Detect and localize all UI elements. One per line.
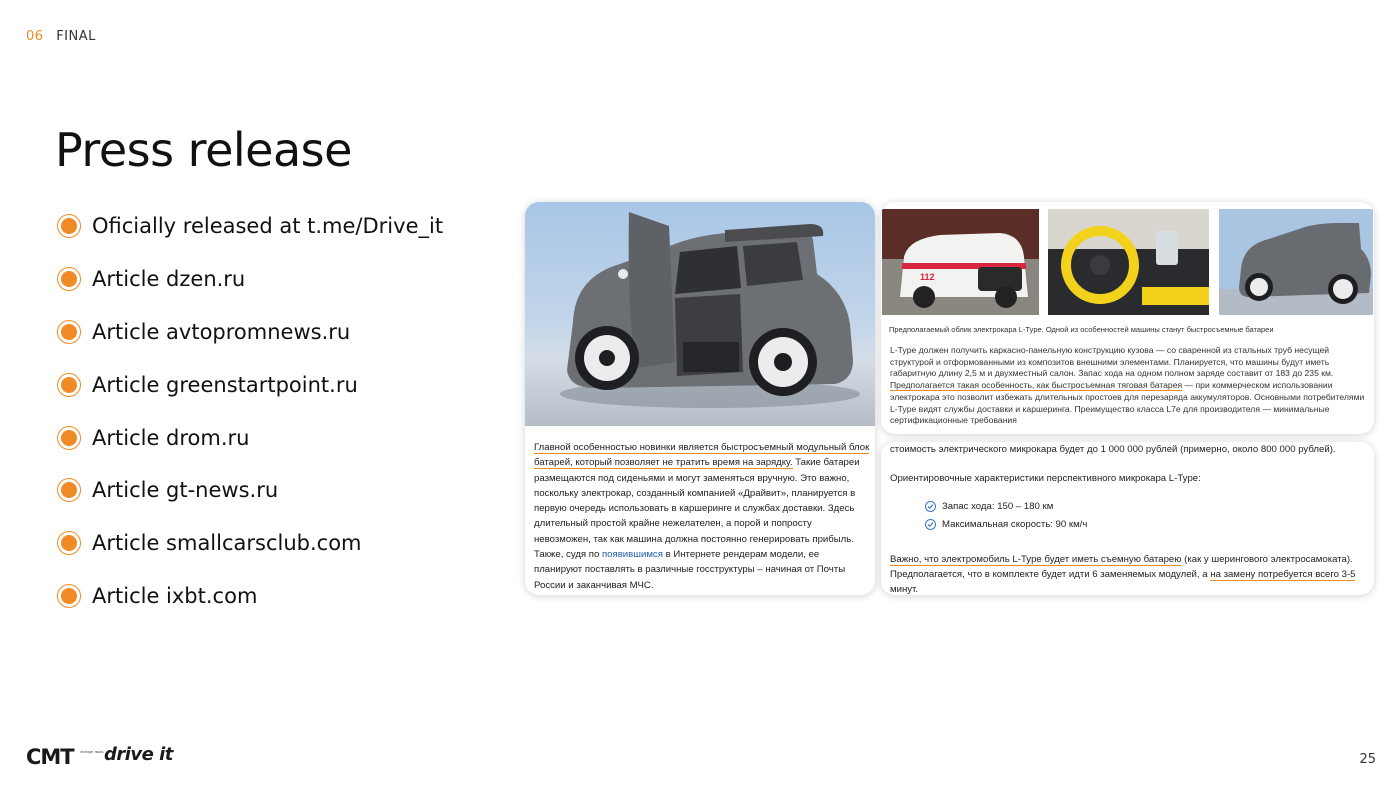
article-text: Главной особенностью новинки является быстросъемный модульный блок батарей, который позволяет не тратить время на зарядку. Такие батареи размещаются под сиденьями и могут заменяться вручную. Это важно, поскольку электрокар, созданный компанией «Драйвит», планируется в первую очередь использовать в каршеринге и службах доставки. Здесь длительный простой крайне нежелателен, а порой и попросту невозможен, так как машина должна постоянно генерировать прибыль. Также, судя по появившимся в Интернете рендерам модели, ее планируют поставлять в различные госструктуры – начиная от Почты России и заканчивая МЧС. [534,442,870,591]
bullet-icon [57,373,81,397]
article-text: L-Type должен получить каркасно-панельную конструкцию кузова — со сваренной из стальных труб несущей структурой и отформованными из композитов внешними элементами. Планируется, что машины будут иметь габаритную длину 2,5 м и двухместный салон. Запас хода на одном полном заряде составит от 183 до 235 км. Предполагается такая особенность, как быстросъемная тяговая батарея — при коммерческом использовании электрокара это позволит избежать длительных простоев для перезаряда аккумуляторов. Основными потребителями L-Type видят службы доставки и каршеринга. Преимущество класса L7e для производителя — минимальные сертификационные требования [890,345,1365,426]
cmt-logo-text: CMT [26,746,74,766]
article-screenshot-gallery [881,202,1374,434]
list-item [57,464,443,517]
list-item [57,306,443,359]
page-number: 25 [1359,752,1376,767]
article-screenshot-main [525,202,875,595]
car-photo [525,202,875,426]
list-item [57,411,443,464]
section-label: FINAL [56,29,96,44]
bullet-icon [57,214,81,238]
spec-item [925,501,1053,512]
bullet-icon [57,426,81,450]
highlight: Главной особенностью новинки является быстросъемный модульный блок [534,442,870,453]
bullet-icon [57,531,81,555]
thumbnail-badge: 112 [920,272,935,282]
article-screenshot-specs [881,442,1374,595]
bullet-icon [57,320,81,344]
image-caption: Предполагаемый облик электрокара L-Type. Одной из особенностей машины станут быстросъемные батареи [889,325,1274,334]
article-text: Важно, что электромобиль L-Type будет иметь съемную батарею (как у шерингового электросамоката). Предполагается, что в комплекте будет идти 6 заменяемых модулей, а на замену потребуется всего 3-5 минут. [890,554,1356,595]
list-item-label: Article greenstartpoint.ru [92,372,358,397]
list-item [57,253,443,306]
drive-it-logo: drive it [104,744,173,765]
page-title: Press release [55,123,352,177]
check-circle-icon [925,501,936,512]
list-item-label: Article ixbt.com [92,583,258,608]
highlight: батарей, который позволяет не тратить время на зарядку. [534,457,793,469]
bullet-icon [57,584,81,608]
list-item [57,517,443,570]
thumbnail-image [1219,209,1373,315]
thumbnail-image [1048,209,1209,315]
list-item-label: Article dzen.ru [92,267,246,292]
article-text: Ориентировочные характеристики перспективного микрокара L-Type: [890,473,1201,484]
highlight: на замену потребуется всего 3-5 [1210,569,1356,580]
list-item [57,570,443,623]
thumbnail-image [882,209,1039,315]
spec-label: Максимальная скорость: 90 км/ч [942,519,1088,530]
article-link[interactable]: появившимся [601,549,663,561]
list-item [57,358,443,411]
list-item-label: Article avtopromnews.ru [92,319,351,344]
highlight: Важно, что электромобиль L-Type будет иметь съемную батарею [890,554,1182,565]
section-tag [26,29,96,44]
bullet-icon [57,478,81,502]
list-item-label: Oficially released at t.me/Drive_it [92,214,444,239]
spec-item [925,519,1087,530]
bullet-icon [57,267,81,291]
spec-label: Запас хода: 150 – 180 км [942,501,1054,512]
list-item [57,200,443,253]
press-release-list [57,200,443,622]
list-item-label: Article smallcarsclub.com [92,531,362,556]
article-text: стоимость электрического микрокара будет до 1 000 000 рублей (примерно, около 800 000 рублей). [890,444,1336,455]
highlight: Предполагается такая особенность, как быстросъемная тяговая батарея [890,380,1183,391]
cmt-logo [26,746,104,770]
list-item-label: Article gt-news.ru [92,478,279,503]
section-number: 06 [26,29,44,44]
check-circle-icon [925,519,936,530]
list-item-label: Article drom.ru [92,425,250,450]
cmt-logo-tagline: change mobi [80,750,104,754]
